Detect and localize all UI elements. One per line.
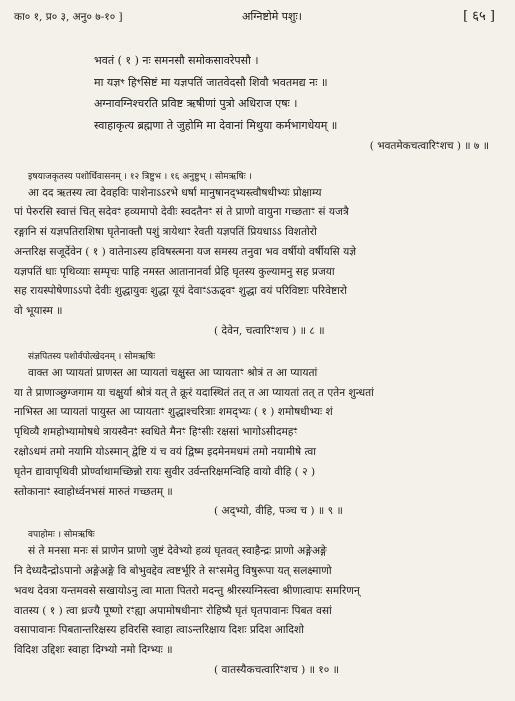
text-line: सह रायस्पोषेणाऽऽपो देवीः शुद्धायुवः शुद्धा यूयं देवाꣳऽऊढ्वꣳ शुद्धा वयं परिविष्टाः परिवेष्टारो bbox=[14, 285, 347, 298]
text-line: रक्षोऽधमं तमो नयामि योऽस्मान् द्वेष्टि यं च वयं द्विष्म इदमेनमधमं तमो नयामीषे त्वा bbox=[14, 446, 316, 459]
section-heading: वपाहोमः । सोमऋषिः bbox=[28, 530, 95, 541]
text-line: पृथिव्यै शमहोभ्यामोषधे त्रायस्वैनꣳ स्वधिते मैनꣳ हिꣳसीः रक्षसां भागोऽसीदमहꣳ bbox=[14, 426, 298, 439]
section-anuvaka-9 bbox=[14, 350, 501, 522]
text-line: विदिश उद्दिशः स्वाहा दिग्भ्यो नमो दिग्भ्यः ॥ bbox=[14, 644, 173, 657]
text-line: पां पेरुरसि स्वात्तं चित् सदेवꣳ हव्यमापो देवीः स्वदतैनꣳ सं ते प्राणो वायुना गच्छताꣳ सं यजत्रै bbox=[14, 206, 349, 219]
text-line: वो भूयास्म ॥ bbox=[14, 305, 63, 318]
text-line: वातस्य ( १ ) त्वा ध्रज्यै पूष्णो रꣳह्या अपामोषधीनाꣳ रोहिष्यै घृतं घृतपावानः पिबत वसां bbox=[14, 604, 332, 617]
text-line: यज्ञपतिं धाः पृथिव्याः सम्पृचः पाहि नमस्त आतानानर्वा प्रेहि घृतस्य कुल्यामनु सह प्रजया bbox=[14, 265, 335, 278]
section-end-marker: ( देवेन, चत्वारिꣳशच ) ॥ ८ ॥ bbox=[214, 325, 325, 338]
text-line: भवथ देवत्रा यन्तमवसे सखायोऽनु त्वा माता पितरो मदन्तु श्रीरस्यग्निस्त्वा श्रीणात्वापः समरिणन् bbox=[14, 584, 360, 597]
text-line: वसापावानः पिबतान्तरिक्षस्य हविरसि स्वाहा त्वाऽन्तरिक्षाय दिशः प्रदिश आदिशो bbox=[14, 624, 304, 637]
chapter-reference: का० १, प्र० ३, अनु० ७-१० ] bbox=[14, 11, 123, 23]
text-line: नि देध्यदैन्द्रोऽपानो अङ्गेअङ्गे वि बोभुवद्देव त्वष्टर्भूरि ते सꣳसमेतु विषुरूपा यत् सलक्ष्माणो bbox=[14, 565, 332, 578]
section-anuvaka-10 bbox=[14, 528, 501, 681]
text-line: रङ्गानि सं यज्ञपतिराशिषा घृतेनाक्तौ पशुं त्रायेथाꣳ रेवती यज्ञपतिं प्रियधाऽऽ विशतोरो bbox=[14, 226, 317, 239]
text-line: स्तोकानाꣳ स्वाहोर्ध्वनभसं मारुतं गच्छतम् ॥ bbox=[14, 485, 173, 498]
verse-citation: ( भवतमेकचत्वारिꣳशच ) ॥ ७ ॥ bbox=[369, 140, 489, 152]
text-line: घृतेन द्यावापृथिवी प्रोर्ण्वाथामच्छिन्नो रायः सुवीर उर्वन्तरिक्षमन्विहि वायो वीहि ( २ ) bbox=[14, 465, 316, 478]
verse-line: स्वाहाकृत्य ब्रह्मणा ते जुहोमि मा देवानां मिथुया कर्मभागधेयम् ॥ bbox=[94, 118, 338, 132]
section-end-marker: ( अद्भ्यो, वीहि, पञ्च च ) ॥ ९ ॥ bbox=[214, 505, 343, 518]
verse-block bbox=[14, 50, 501, 158]
page-number: [ ६५ ] bbox=[463, 9, 495, 24]
text-line: वाक्त आ प्यायतां प्राणस्त आ प्यायतां चक्षुस्त आ प्यायताꣳ श्रोत्रं त आ प्यायतां bbox=[28, 366, 318, 379]
text-line: आ दद ऋतस्य त्वा देवहविः पाशेनाऽऽरभे धर्षा मानुषानद्भ्यस्त्वौषधीभ्यः प्रोक्षाम्य bbox=[28, 186, 322, 199]
verse-line: भवतं ( १ ) नः समनसौ समोकसावरेपसौ । bbox=[94, 54, 259, 67]
section-heading: इषयाजकृतस्य पशोर्धिवासनम् । १२ त्रिष्टुभ । १६ अनुष्टुभ् । सोमऋषिः । bbox=[28, 171, 252, 182]
text-line: अन्तरिक्ष सजूर्देवेन ( १ ) वातेनाऽस्य हविषस्त्मना यज समस्य तनुवा भव वर्षीयो वर्षीयसि यज्ञे bbox=[14, 245, 357, 258]
section-heading: संज्ञपितस्य पशोर्वपोत्खेदनम् । सोमऋषिः bbox=[28, 351, 156, 362]
running-header bbox=[14, 6, 501, 28]
verse-line: मा यज्ञꣳ हिꣳसिष्टं मा यज्ञपतिं जातवेदसौ शिवौ भवतमद्य नः ॥ bbox=[94, 75, 328, 89]
running-title: अग्निष्टोमे पशुः। bbox=[242, 10, 302, 23]
text-line: नाभिस्त आ प्यायतां पायुस्त आ प्यायताꣳ शुद्धाश्चरित्राः शमद्भ्यः ( १ ) शमोषधीभ्यः शं bbox=[14, 406, 333, 419]
verse-line: अग्नावग्निश्चरति प्रविष्ट ऋषीणां पुत्रो अधिराज एषः । bbox=[94, 97, 298, 110]
section-anuvaka-8 bbox=[14, 170, 501, 342]
text-line: सं ते मनसा मनः सं प्राणेन प्राणो जुष्टं देवेभ्यो हव्यं घृतवत् स्वाहैन्द्रः प्राणो अङ्गेअङ्गे bbox=[28, 545, 327, 558]
text-line: या ते प्राणाञ्छुग्जगाम या चक्षुर्या श्रोत्रं यत् ते क्रूरं यदास्थितं तत् त आ प्यायतां तत् त एतेन शुन्धतां bbox=[14, 386, 374, 399]
section-end-marker: ( वातस्यैकचत्वारिꣳशच ) ॥ १० ॥ bbox=[214, 664, 340, 677]
